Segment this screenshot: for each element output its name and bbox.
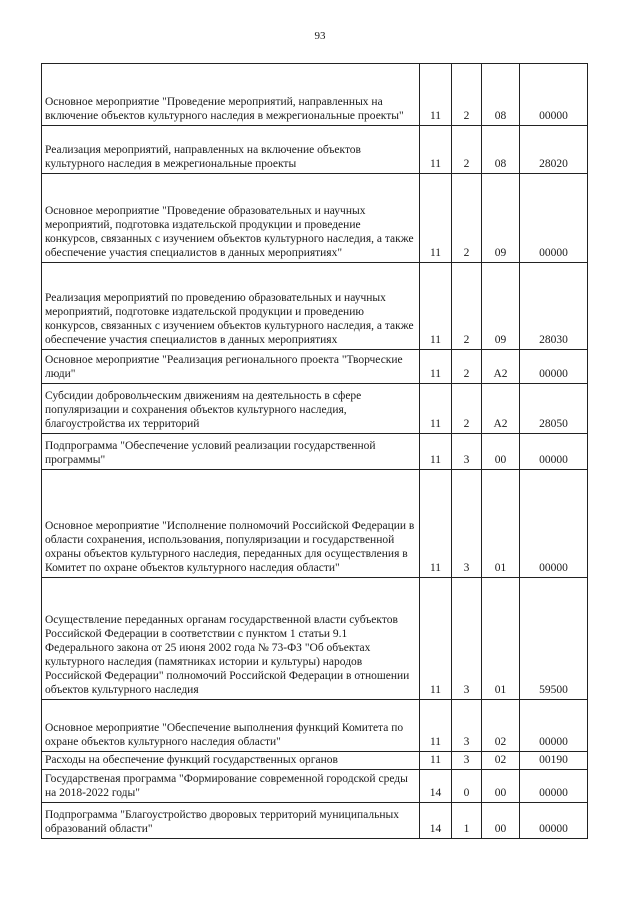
budget-classification-table [41,63,588,839]
subprogram-code: 3 [452,752,482,770]
direction-code: 28030 [520,263,588,350]
table-row [42,700,588,752]
activity-code: 02 [482,752,520,770]
subprogram-code: 3 [452,700,482,752]
activity-code: 01 [482,578,520,700]
program-code: 11 [420,700,452,752]
program-code: 14 [420,803,452,839]
row-description: Субсидии добровольческим движениям на деятельность в сфере популяризации и сохранения объектов культурного наследия, благоустройства их территорий [42,384,420,434]
direction-code: 28020 [520,126,588,174]
activity-code: 02 [482,700,520,752]
activity-code: 00 [482,770,520,803]
program-code: 11 [420,434,452,470]
program-code: 11 [420,126,452,174]
program-code: 11 [420,752,452,770]
subprogram-code: 3 [452,578,482,700]
activity-code: 08 [482,126,520,174]
table-row [42,770,588,803]
direction-code: 00190 [520,752,588,770]
subprogram-code: 3 [452,470,482,578]
subprogram-code: 2 [452,350,482,384]
table-row [42,64,588,126]
direction-code: 00000 [520,350,588,384]
table-row [42,752,588,770]
program-code: 11 [420,350,452,384]
activity-code: 09 [482,174,520,263]
row-description: Основное мероприятие "Обеспечение выполнения функций Комитета по охране объектов культурного наследия области" [42,700,420,752]
table-row [42,434,588,470]
table-row [42,803,588,839]
table-row [42,126,588,174]
program-code: 11 [420,578,452,700]
subprogram-code: 2 [452,64,482,126]
table-row [42,578,588,700]
subprogram-code: 1 [452,803,482,839]
direction-code: 00000 [520,470,588,578]
direction-code: 00000 [520,700,588,752]
subprogram-code: 3 [452,434,482,470]
program-code: 14 [420,770,452,803]
program-code: 11 [420,64,452,126]
activity-code: A2 [482,350,520,384]
subprogram-code: 0 [452,770,482,803]
activity-code: 01 [482,470,520,578]
activity-code: A2 [482,384,520,434]
row-description: Основное мероприятие "Реализация регионального проекта "Творческие люди" [42,350,420,384]
row-description: Государственая программа "Формирование современной городской среды на 2018-2022 годы" [42,770,420,803]
row-description: Основное мероприятие "Проведение мероприятий, направленных на включение объектов культурного наследия в межрегиональные проекты" [42,64,420,126]
subprogram-code: 2 [452,384,482,434]
table-row [42,470,588,578]
table-row [42,263,588,350]
subprogram-code: 2 [452,174,482,263]
direction-code: 00000 [520,770,588,803]
program-code: 11 [420,384,452,434]
subprogram-code: 2 [452,263,482,350]
row-description: Расходы на обеспечение функций государственных органов [42,752,420,770]
direction-code: 00000 [520,64,588,126]
activity-code: 00 [482,434,520,470]
subprogram-code: 2 [452,126,482,174]
row-description: Осуществление переданных органам государственной власти субъектов Российской Федерации в соответствии с пунктом 1 статьи 9.1 Федерального закона от 25 июня 2002 года № 73-ФЗ "Об объектах культурного наследия (памятниках истории и культуры) народов Российской Федерации" полномочий Российской Федерации в отношении объектов культурного наследия [42,578,420,700]
row-description: Подпрограмма "Обеспечение условий реализации государственной программы" [42,434,420,470]
table-row [42,350,588,384]
direction-code: 28050 [520,384,588,434]
row-description: Реализация мероприятий, направленных на включение объектов культурного наследия в межрегиональные проекты [42,126,420,174]
row-description: Основное мероприятие "Исполнение полномочий Российской Федерации в области сохранения, использования, популяризации и государственной охраны объектов культурного наследия, переданных для осуществления в Комитет по охране объектов культурного наследия области" [42,470,420,578]
row-description: Основное мероприятие "Проведение образовательных и научных мероприятий, подготовка издательской продукции и проведение конкурсов, связанных с изучением объектов культурного наследия, а также обеспечение участия специалистов в данных мероприятиях" [42,174,420,263]
direction-code: 00000 [520,174,588,263]
activity-code: 09 [482,263,520,350]
direction-code: 00000 [520,803,588,839]
program-code: 11 [420,470,452,578]
program-code: 11 [420,263,452,350]
direction-code: 00000 [520,434,588,470]
row-description: Реализация мероприятий по проведению образовательных и научных мероприятий, подготовке издательской продукции и проведению конкурсов, связанных с изучением объектов культурного наследия, а также обеспечение участия специалистов в данных мероприятиях [42,263,420,350]
table-row [42,384,588,434]
page-number: 93 [314,30,326,42]
activity-code: 08 [482,64,520,126]
direction-code: 59500 [520,578,588,700]
table-row [42,174,588,263]
activity-code: 00 [482,803,520,839]
program-code: 11 [420,174,452,263]
row-description: Подпрограмма "Благоустройство дворовых территорий муниципальных образований области" [42,803,420,839]
